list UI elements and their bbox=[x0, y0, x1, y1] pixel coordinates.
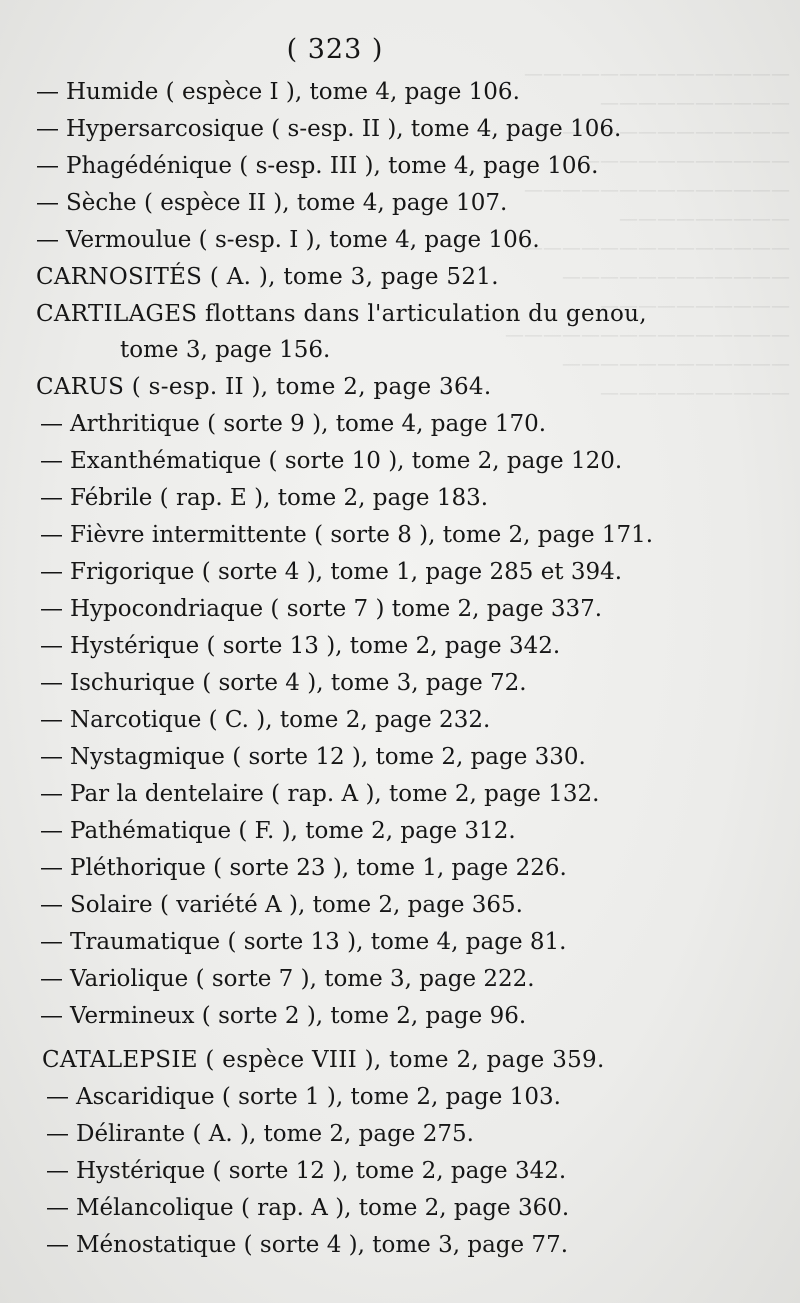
index-entry: — Pathématique ( F. ), tome 2, page 312. bbox=[40, 815, 516, 847]
dash-icon: — bbox=[40, 966, 63, 992]
index-entry: — Solaire ( variété A ), tome 2, page 365. bbox=[40, 889, 523, 921]
index-heading: CARUS ( s-esp. II ), tome 2, page 364. bbox=[36, 374, 492, 400]
index-entry: — Ischurique ( sorte 4 ), tome 3, page 72. bbox=[40, 667, 527, 699]
index-entry: — Exanthématique ( sorte 10 ), tome 2, page 120. bbox=[40, 445, 622, 477]
index-entry: — Hypocondriaque ( sorte 7 ) tome 2, page 337. bbox=[40, 593, 602, 625]
dash-icon: — bbox=[40, 485, 63, 511]
dash-icon: — bbox=[40, 633, 63, 659]
index-entry: — Sèche ( espèce II ), tome 4, page 107. bbox=[36, 187, 507, 219]
dash-icon: — bbox=[40, 781, 63, 807]
index-entry: — Délirante ( A. ), tome 2, page 275. bbox=[46, 1118, 474, 1150]
index-entry: — Par la dentelaire ( rap. A ), tome 2, page 132. bbox=[40, 778, 599, 810]
index-entry: — Humide ( espèce I ), tome 4, page 106. bbox=[36, 76, 520, 108]
dash-icon: — bbox=[36, 227, 59, 253]
dash-icon: — bbox=[40, 929, 63, 955]
index-entry: — Vermineux ( sorte 2 ), tome 2, page 96. bbox=[40, 1000, 526, 1032]
dash-icon: — bbox=[40, 744, 63, 770]
dash-icon: — bbox=[40, 559, 63, 585]
index-entry: — Hypersarcosique ( s-esp. II ), tome 4, page 106. bbox=[36, 113, 621, 145]
index-continuation: tome 3, page 156. bbox=[120, 337, 331, 363]
index-heading: CATALEPSIE ( espèce VIII ), tome 2, page 359. bbox=[42, 1047, 605, 1073]
index-entry: — Hystérique ( sorte 12 ), tome 2, page 342. bbox=[46, 1155, 566, 1187]
dash-icon: — bbox=[46, 1121, 69, 1147]
index-entry: — Traumatique ( sorte 13 ), tome 4, page 81. bbox=[40, 926, 566, 958]
index-entry: — Vermoulue ( s-esp. I ), tome 4, page 106. bbox=[36, 224, 540, 256]
index-entry: — Variolique ( sorte 7 ), tome 3, page 222. bbox=[40, 963, 535, 995]
index-entry: — Ascaridique ( sorte 1 ), tome 2, page 103. bbox=[46, 1081, 561, 1113]
dash-icon: — bbox=[40, 855, 63, 881]
dash-icon: — bbox=[40, 448, 63, 474]
dash-icon: — bbox=[40, 818, 63, 844]
index-entry: — Narcotique ( C. ), tome 2, page 232. bbox=[40, 704, 490, 736]
dash-icon: — bbox=[40, 596, 63, 622]
dash-icon: — bbox=[40, 522, 63, 548]
index-entry: — Hystérique ( sorte 13 ), tome 2, page 342. bbox=[40, 630, 560, 662]
index-entry: — Phagédénique ( s-esp. III ), tome 4, page 106. bbox=[36, 150, 598, 182]
dash-icon: — bbox=[36, 116, 59, 142]
index-heading: CARTILAGES flottans dans l'articulation du genou, bbox=[36, 301, 647, 327]
dash-icon: — bbox=[40, 670, 63, 696]
dash-icon: — bbox=[40, 892, 63, 918]
index-heading: CARNOSITÉS ( A. ), tome 3, page 521. bbox=[36, 264, 499, 290]
dash-icon: — bbox=[36, 79, 59, 105]
dash-icon: — bbox=[46, 1158, 69, 1184]
dash-icon: — bbox=[36, 190, 59, 216]
dash-icon: — bbox=[46, 1195, 69, 1221]
index-entry: — Frigorique ( sorte 4 ), tome 1, page 285 et 394. bbox=[40, 556, 622, 588]
index-entry: — Ménostatique ( sorte 4 ), tome 3, page 77. bbox=[46, 1229, 568, 1261]
index-entry: — Fébrile ( rap. E ), tome 2, page 183. bbox=[40, 482, 488, 514]
index-entry: — Mélancolique ( rap. A ), tome 2, page 360. bbox=[46, 1192, 569, 1224]
index-entry: — Pléthorique ( sorte 23 ), tome 1, page 226. bbox=[40, 852, 567, 884]
dash-icon: — bbox=[40, 411, 63, 437]
index-entry: — Arthritique ( sorte 9 ), tome 4, page 170. bbox=[40, 408, 546, 440]
bleed-through-texture: —————————————— —————————— ———————————— ——————————— —————————————— ————————— —————————————— ———————————— —————————— ——————————————— ———————————— —————————— bbox=[505, 63, 790, 404]
dash-icon: — bbox=[40, 707, 63, 733]
dash-icon: — bbox=[46, 1232, 69, 1258]
dash-icon: — bbox=[40, 1003, 63, 1029]
index-entry: — Nystagmique ( sorte 12 ), tome 2, page 330. bbox=[40, 741, 586, 773]
index-entry: — Fièvre intermittente ( sorte 8 ), tome 2, page 171. bbox=[40, 519, 653, 551]
page-number: ( 323 ) bbox=[286, 34, 384, 65]
dash-icon: — bbox=[46, 1084, 69, 1110]
dash-icon: — bbox=[36, 153, 59, 179]
